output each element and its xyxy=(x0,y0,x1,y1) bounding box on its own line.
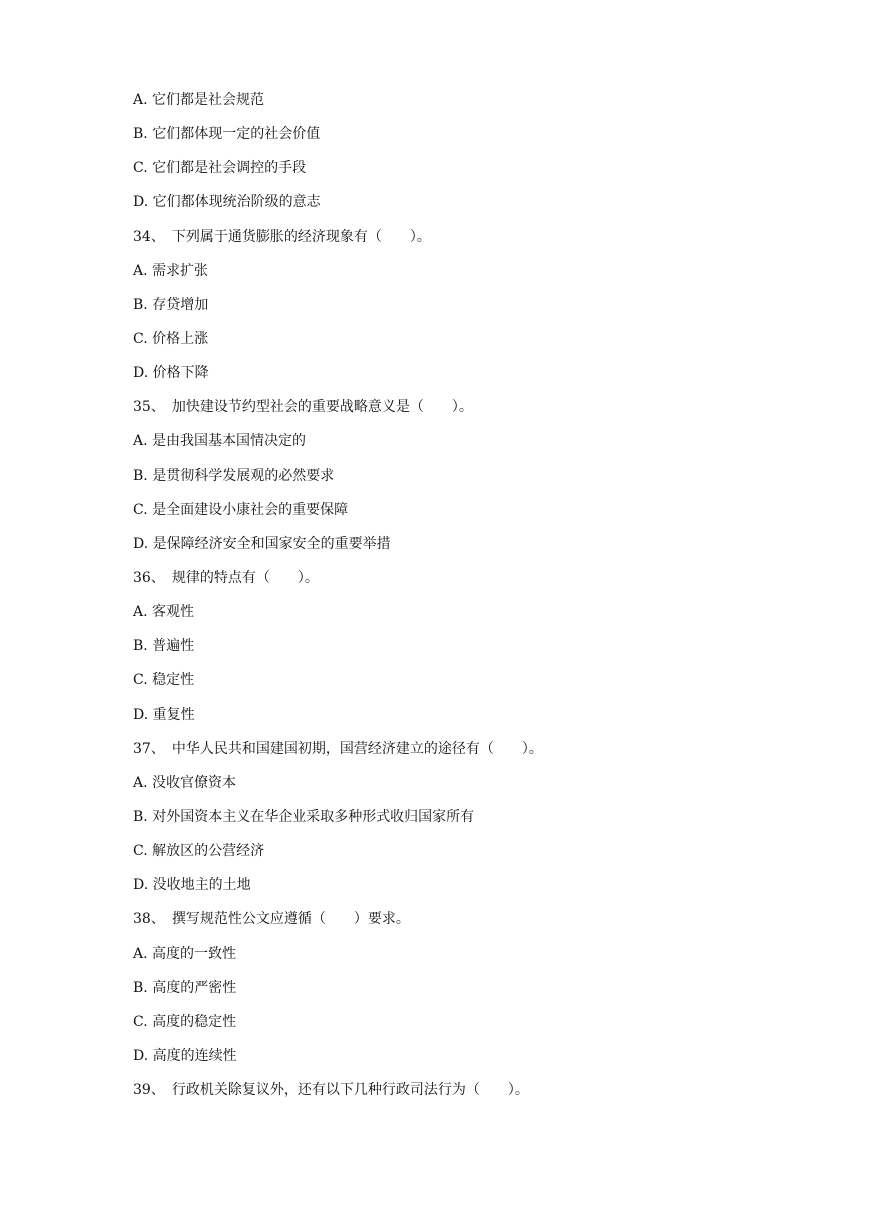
question-stem: 37、 中华人民共和国建国初期，国营经济建立的途径有（ ）。 xyxy=(133,740,543,757)
answer-option: A. 客观性 xyxy=(133,604,195,621)
answer-option: D. 没收地主的土地 xyxy=(133,877,251,894)
answer-option: D. 它们都体现统治阶级的意志 xyxy=(133,194,321,211)
answer-option: B. 对外国资本主义在华企业采取多种形式收归国家所有 xyxy=(133,808,475,825)
answer-option: C. 它们都是社会调控的手段 xyxy=(133,160,307,177)
question-stem: 36、 规律的特点有（ ）。 xyxy=(133,569,319,586)
answer-option: B. 高度的严密性 xyxy=(133,979,237,996)
answer-option: A. 没收官僚资本 xyxy=(133,774,237,791)
question-stem: 35、 加快建设节约型社会的重要战略意义是（ ）。 xyxy=(133,399,473,416)
answer-option: C. 价格上涨 xyxy=(133,330,209,347)
answer-option: D. 是保障经济安全和国家安全的重要举措 xyxy=(133,535,391,552)
answer-option: B. 它们都体现一定的社会价值 xyxy=(133,126,321,143)
answer-option: D. 重复性 xyxy=(133,706,195,723)
answer-option: C. 稳定性 xyxy=(133,672,195,689)
answer-option: B. 存贷增加 xyxy=(133,296,209,313)
answer-option: A. 它们都是社会规范 xyxy=(133,92,265,108)
answer-option: D. 高度的连续性 xyxy=(133,1047,237,1064)
question-stem: 38、 撰写规范性公文应遵循（ ）要求。 xyxy=(133,911,410,928)
answer-option: C. 是全面建设小康社会的重要保障 xyxy=(133,501,349,518)
question-stem: 34、 下列属于通货膨胀的经济现象有（ ）。 xyxy=(133,228,431,245)
question-list xyxy=(133,88,833,1112)
answer-option: A. 是由我国基本国情决定的 xyxy=(133,433,307,450)
answer-option: B. 是贯彻科学发展观的必然要求 xyxy=(133,467,335,484)
answer-option: C. 高度的稳定性 xyxy=(133,1013,237,1030)
question-stem: 39、 行政机关除复议外，还有以下几种行政司法行为（ ）。 xyxy=(133,1082,529,1099)
answer-option: A. 需求扩张 xyxy=(133,262,209,279)
answer-option: D. 价格下降 xyxy=(133,365,209,382)
answer-option: B. 普遍性 xyxy=(133,638,195,655)
answer-option: A. 高度的一致性 xyxy=(133,945,237,962)
answer-option: C. 解放区的公营经济 xyxy=(133,843,265,860)
